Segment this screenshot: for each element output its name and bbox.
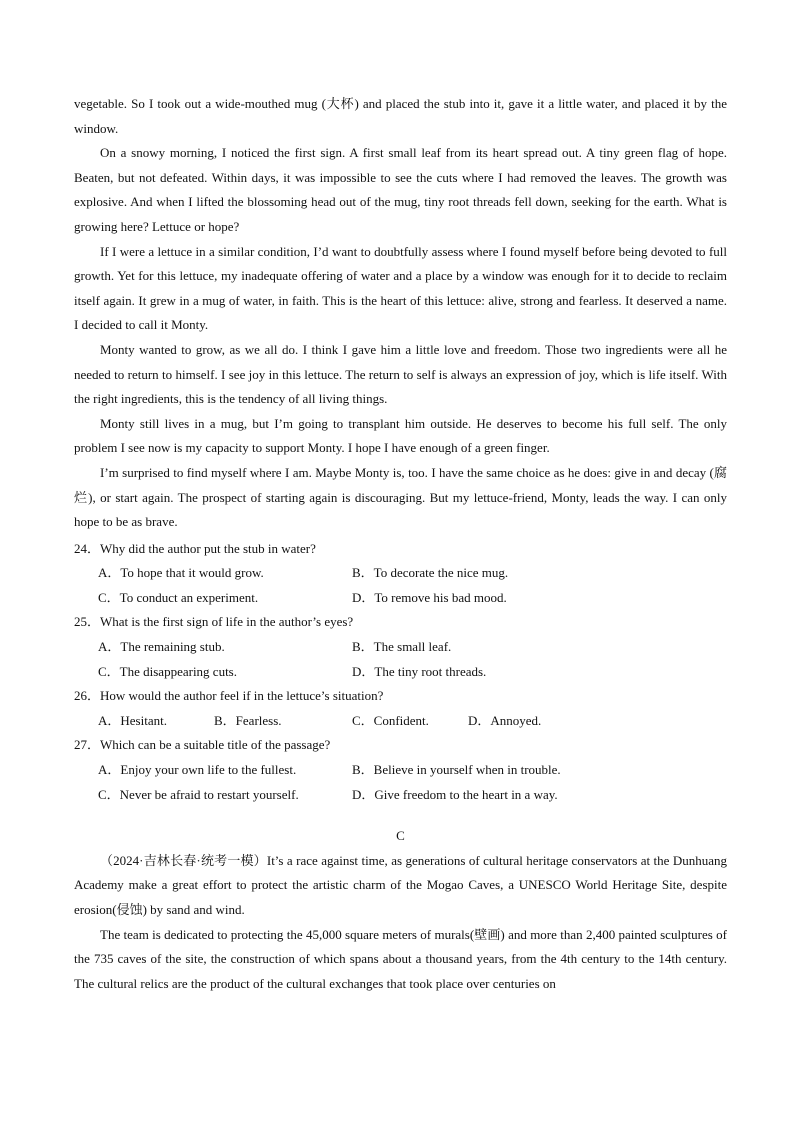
option-a: A．To hope that it would grow.	[98, 565, 264, 581]
question-stem: 25．What is the first sign of life in the author’s eyes?	[74, 614, 354, 630]
question-stem: 24．Why did the author put the stub in water?	[74, 540, 316, 556]
question-24	[74, 537, 727, 611]
option-a: A．The remaining stub.	[98, 639, 225, 655]
option-b: B．Fearless.	[214, 712, 282, 728]
option-row	[74, 635, 727, 660]
passage-b-paragraph: Monty still lives in a mug, but I’m going to transplant him outside. He deserves to become his full self. The only problem I see now is my capacity to support Monty. I hope I have enough of a green finger.	[74, 415, 727, 456]
passage-b-paragraph: On a snowy morning, I noticed the first sign. A first small leaf from its heart spread out. A tiny green flag of hope. Beaten, but not defeated. Within days, it was impossible to see the cuts where I had removed the leaves. The growth was explosive. And when I lifted the blossoming head out of the mug, tiny root threads fell down, seeking for the earth. What is growing here? Lettuce or hope?	[74, 145, 727, 234]
option-c: C．The disappearing cuts.	[98, 663, 237, 679]
passage-b-paragraph: Monty wanted to grow, as we all do. I think I gave him a little love and freedom. Those two ingredients were all he needed to return to himself. I see joy in this lettuce. The return to self is always an expression of joy, which is life itself. With the right ingredients, this is the tendency of all living things.	[74, 341, 727, 407]
option-b: B．The small leaf.	[352, 639, 452, 655]
passage-b-paragraph: I’m surprised to find myself where I am. Maybe Monty is, too. I have the same choice as he does: give in and decay (腐烂), or start again. The prospect of starting again is discouraging. But my lettuce-friend, Monty, leads the way. I can only hope to be as brave.	[74, 464, 727, 530]
option-b: B．To decorate the nice mug.	[352, 565, 509, 581]
passage-c-paragraph: The team is dedicated to protecting the 45,000 square meters of murals(壁画) and more than 2,400 painted sculptures of the 735 caves of the site, the construction of which spans about a thousand years, from the 4th century to the 14th century. The cultural relics are the product of the cultural exchanges that took place over centuries on	[74, 926, 727, 991]
question-26	[74, 684, 727, 733]
option-b: B．Believe in yourself when in trouble.	[352, 762, 561, 778]
option-row	[74, 586, 727, 611]
option-d: D．To remove his bad mood.	[352, 589, 507, 605]
option-row	[74, 709, 727, 734]
question-stem: 26．How would the author feel if in the lettuce’s situation?	[74, 688, 384, 704]
option-row	[74, 783, 727, 808]
question-stem: 27．Which can be a suitable title of the passage?	[74, 737, 331, 753]
option-a: A．Enjoy your own life to the fullest.	[98, 762, 297, 778]
question-25	[74, 610, 727, 684]
option-d: D．Give freedom to the heart in a way.	[352, 786, 558, 802]
option-a: A．Hesitant.	[98, 712, 167, 728]
section-title: C	[396, 828, 405, 844]
passage-b-paragraph: If I were a lettuce in a similar condition, I’d want to doubtfully assess where I found myself before being devoted to full growth. Yet for this lettuce, my inadequate offering of water and a place by a window was enough for it to decide to reclaim itself again. It grew in a mug of water, in faith. This is the heart of this lettuce: alive, strong and fearless. It deserved a name. I decided to call it Monty.	[74, 243, 727, 333]
option-c: C．Confident.	[352, 712, 429, 728]
option-row	[74, 561, 727, 586]
option-d: D．The tiny root threads.	[352, 663, 487, 679]
document-page	[74, 92, 727, 996]
option-row	[74, 660, 727, 685]
passage-c-paragraph: （2024·吉林长春·统考一模）It’s a race against time, as generations of cultural heritage conservators at the Dunhuang Academy make a great effort to protect the artistic charm of the Mogao Caves, a UNESCO World Heritage Site, despite erosion(侵蚀) by sand and wind.	[74, 852, 727, 917]
option-d: D．Annoyed.	[468, 712, 542, 728]
option-c: C．To conduct an experiment.	[98, 589, 259, 605]
question-27	[74, 733, 727, 807]
option-c: C．Never be afraid to restart yourself.	[98, 786, 299, 802]
passage-b-paragraph: vegetable. So I took out a wide-mouthed mug (大杯) and placed the stub into it, gave it a little water, and placed it by the window.	[74, 96, 727, 136]
option-row	[74, 758, 727, 783]
